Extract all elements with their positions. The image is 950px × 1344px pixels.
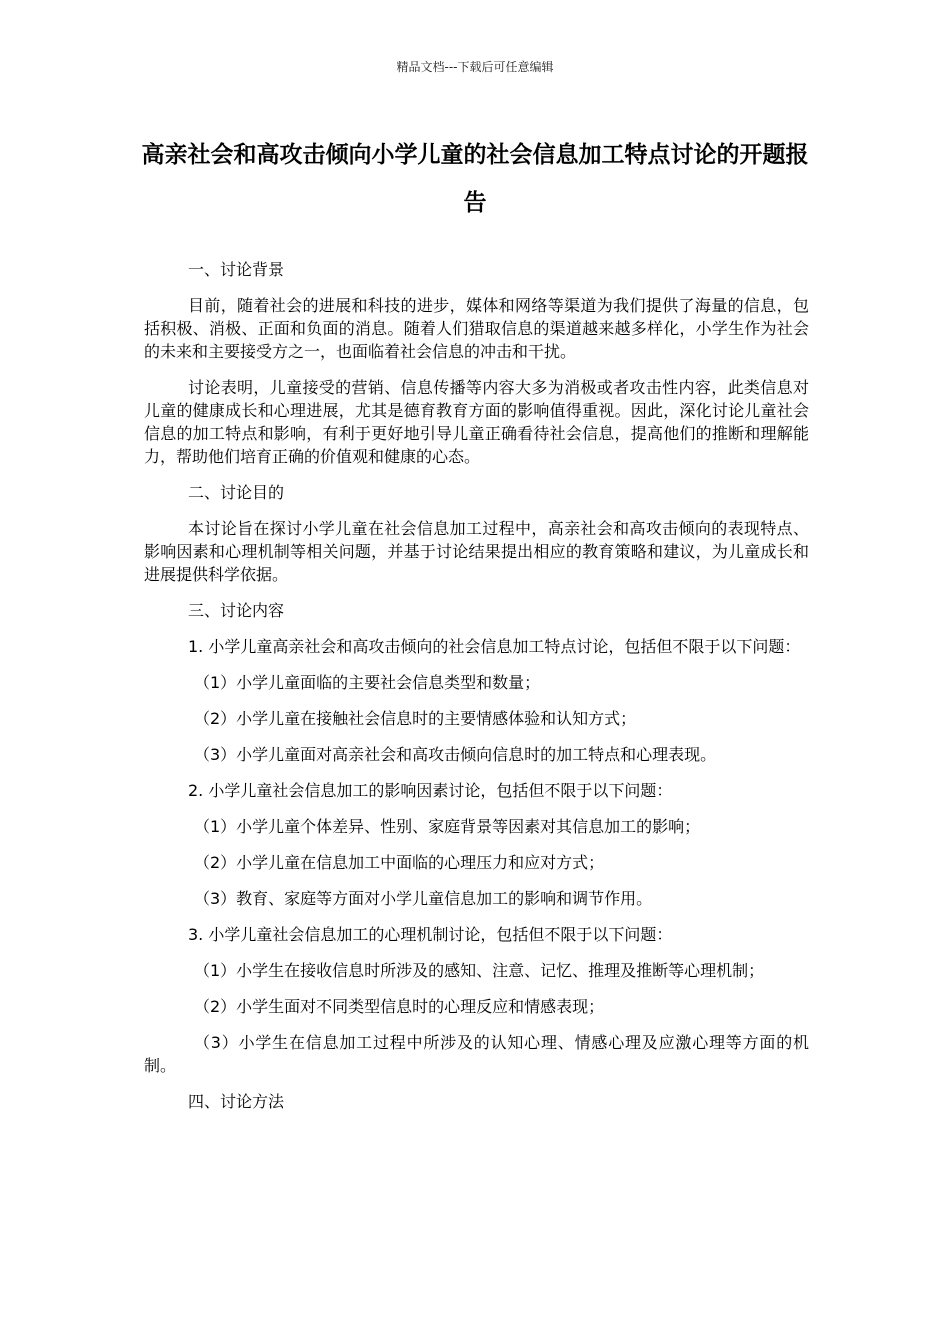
sub-list-item: （3）小学儿童面对高亲社会和高攻击倾向信息时的加工特点和心理表现。 (194, 745, 717, 764)
paragraph: 讨论表明，儿童接受的营销、信息传播等内容大多为消极或者攻击性内容，此类信息对儿童的健康成长和心理进展，尤其是德育教育方面的影响值得重视。因此，深化讨论儿童社会信息的加工特点和影响，有利于更好地引导儿童正确看待社会信息，提高他们的推断和理解能力，帮助他们培育正确的价值观和健康的心态。 (144, 378, 809, 466)
page-header: 精品文档---下载后可任意编辑 (396, 60, 554, 74)
sub-list-item: （2）小学儿童在信息加工中面临的心理压力和应对方式； (194, 853, 605, 872)
sub-list-item: （2）小学儿童在接触社会信息时的主要情感体验和认知方式； (194, 709, 637, 728)
list-item: 2. 小学儿童社会信息加工的影响因素讨论，包括但不限于以下问题： (188, 781, 673, 800)
list-item: 3. 小学儿童社会信息加工的心理机制讨论，包括但不限于以下问题： (188, 925, 673, 944)
section-heading-content: 三、讨论内容 (188, 601, 285, 620)
sub-list-item: （3）小学生在信息加工过程中所涉及的认知心理、情感心理及应激心理等方面的机制。 (144, 1033, 809, 1075)
section-heading-method: 四、讨论方法 (188, 1092, 285, 1111)
paragraph: 目前，随着社会的进展和科技的进步，媒体和网络等渠道为我们提供了海量的信息，包括积极、消极、正面和负面的消息。随着人们猎取信息的渠道越来越多样化，小学生作为社会的未来和主要接受方之一，也面临着社会信息的冲击和干扰。 (144, 296, 809, 361)
sub-list-item: （3）教育、家庭等方面对小学儿童信息加工的影响和调节作用。 (194, 889, 653, 908)
section-heading-background: 一、讨论背景 (188, 260, 285, 279)
section-heading-purpose: 二、讨论目的 (188, 483, 285, 502)
sub-list-item: （1）小学生在接收信息时所涉及的感知、注意、记忆、推理及推断等心理机制； (194, 961, 765, 980)
sub-list-item: （1）小学儿童个体差异、性别、家庭背景等因素对其信息加工的影响； (194, 817, 701, 836)
document-title: 高亲社会和高攻击倾向小学儿童的社会信息加工特点讨论的开题报告 (141, 142, 809, 216)
document-body (144, 258, 809, 1126)
paragraph: 本讨论旨在探讨小学儿童在社会信息加工过程中，高亲社会和高攻击倾向的表现特点、影响因素和心理机制等相关问题，并基于讨论结果提出相应的教育策略和建议，为儿童成长和进展提供科学依据。 (144, 519, 809, 584)
sub-list-item: （1）小学儿童面临的主要社会信息类型和数量； (194, 673, 541, 692)
sub-list-item: （2）小学生面对不同类型信息时的心理反应和情感表现； (194, 997, 605, 1016)
list-item: 1. 小学儿童高亲社会和高攻击倾向的社会信息加工特点讨论，包括但不限于以下问题： (188, 637, 801, 656)
